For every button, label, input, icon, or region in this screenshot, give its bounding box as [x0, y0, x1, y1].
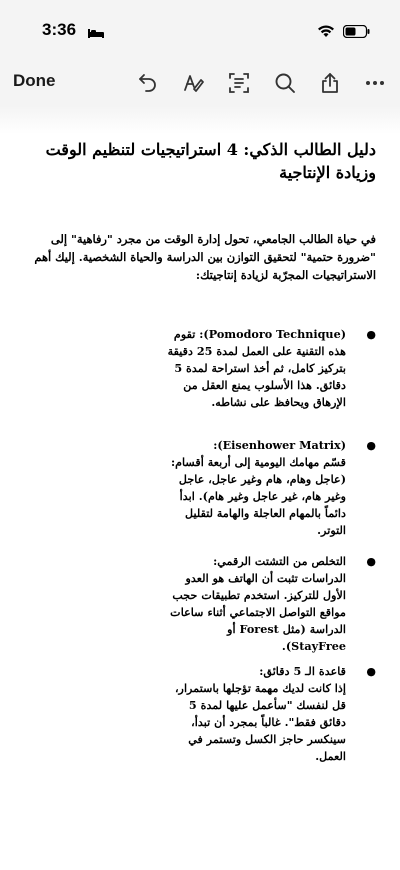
status-bar [0, 0, 400, 60]
list-item [24, 663, 376, 765]
list-item-heading: قاعدة الـ 5 دقائق: [259, 664, 346, 678]
done-button[interactable]: Done [13, 71, 56, 90]
battery-icon [343, 23, 370, 42]
scan-text-icon[interactable] [226, 70, 252, 96]
search-icon[interactable] [272, 70, 298, 96]
list-item-body: قسّم مهامك اليومية إلى أربعة أقسام: (عاجل وهام، هام وغير عاجل، عاجل وغير هام، غير عاجل وغير هام). ابدأ دائماً بالمهام العاجلة والهامة لتقليل التوتر. [170, 455, 346, 537]
status-time: 3:36 [42, 20, 77, 39]
undo-icon[interactable] [135, 70, 161, 96]
sleep-focus-icon [87, 24, 105, 43]
bullet-icon: ● [366, 328, 376, 341]
markup-pen-icon[interactable] [181, 70, 207, 96]
more-options-icon[interactable] [362, 70, 388, 96]
list-item-body: الدراسات تثبت أن الهاتف هو العدو الأول للتركيز. استخدم تطبيقات حجب مواقع التواصل الاجتماعي أثناء ساعات الدراسة (مثل Forest أو StayFree). [170, 571, 346, 653]
list-item-heading: (Eisenhower Matrix): [213, 438, 346, 452]
document-intro: في حياة الطالب الجامعي، تحول إدارة الوقت من مجرد "رفاهية" إلى "ضرورة حتمية" لتحقيق التوازن بين الدراسة والحياة الشخصية. إليك أهم الاستراتيجيات المجرّبة لزيادة إنتاجيتك: [34, 232, 376, 282]
list-item [24, 326, 376, 411]
bullet-icon: ● [366, 665, 376, 678]
wifi-icon [317, 23, 335, 42]
bullet-icon: ● [366, 439, 376, 452]
document-title: دليل الطالب الذكي: 4 استراتيجيات لتنظيم الوقت وزيادة الإنتاجية [45, 140, 376, 182]
list-item [24, 553, 376, 655]
document-toolbar [0, 60, 400, 106]
share-icon[interactable] [317, 70, 343, 96]
list-item-body: إذا كانت لديك مهمة تؤجلها باستمرار، قل لنفسك "سأعمل عليها لمدة 5 دقائق فقط". غالباً بمجرد أن تبدأ، سينكسر حاجز الكسل وتستمر في العمل. [174, 681, 346, 763]
list-item [24, 437, 376, 539]
list-item-heading: (Pomodoro Technique): تقوم هذه التقنية على العمل لمدة 25 دقيقة بتركيز كامل، ثم أخذ استراحة لمدة 5 دقائق. هذا الأسلوب يمنع العقل من الإرهاق ويحافظ على نشاطه. [167, 327, 346, 409]
bullet-icon: ● [366, 555, 376, 568]
list-item-heading: التخلص من التشتت الرقمي: [213, 554, 346, 568]
